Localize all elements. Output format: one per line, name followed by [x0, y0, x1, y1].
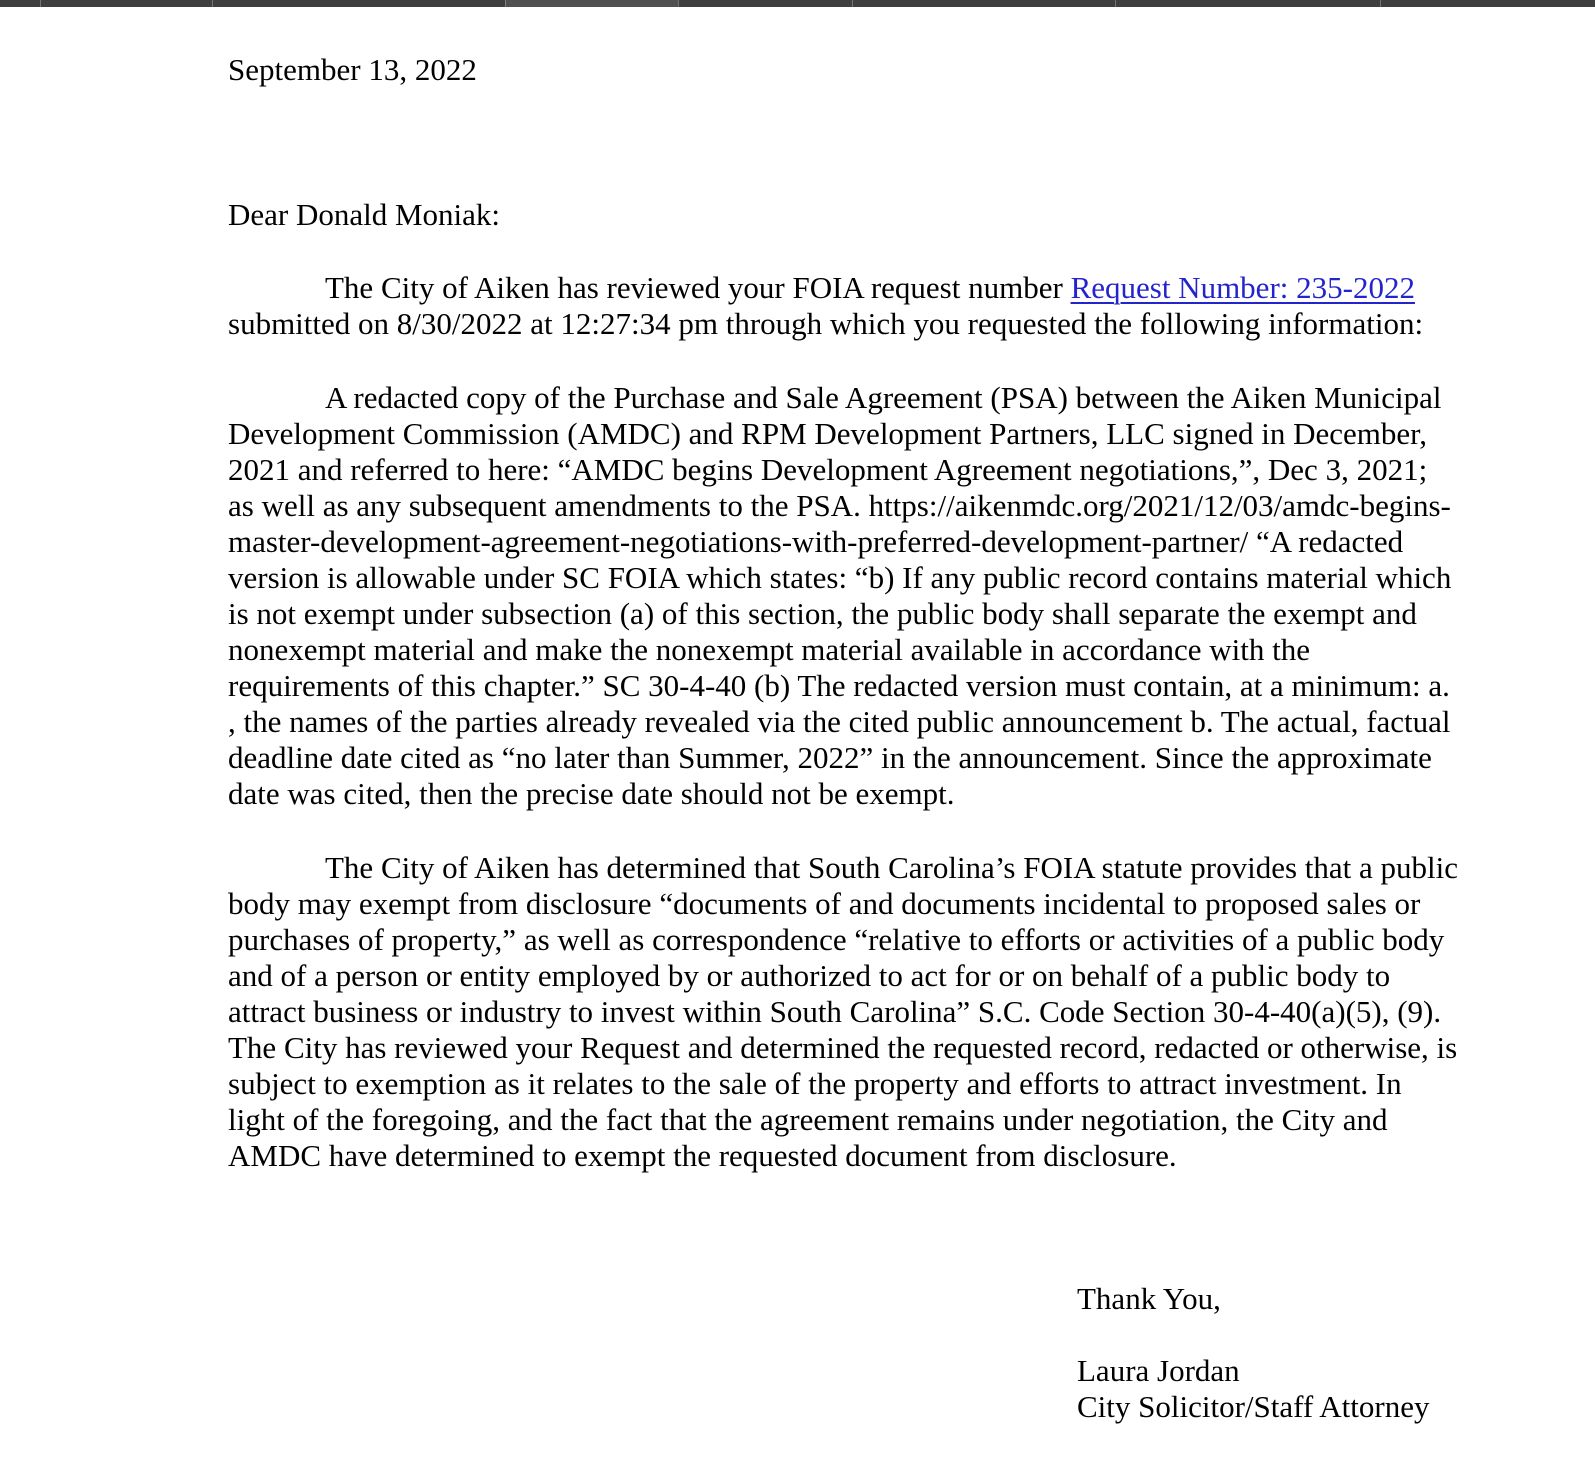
letter-date: September 13, 2022: [228, 52, 477, 87]
body-line: The City has reviewed your Request and determined the requested record, redacted or otherwise, is: [228, 1030, 1458, 1065]
body-line: version is allowable under SC FOIA which states: “b) If any public record contains material which: [228, 560, 1452, 595]
body-line: is not exempt under subsection (a) of this section, the public body shall separate the exempt and: [228, 596, 1417, 631]
paragraph-request-description: [228, 380, 1451, 812]
request-number-link[interactable]: Request Number: 235-2022: [1070, 270, 1415, 305]
body-line: 2021 and referred to here: “AMDC begins Development Agreement negotiations,”, Dec 3, 2021;: [228, 452, 1428, 487]
body-line: purchases of property,” as well as correspondence “relative to efforts or activities of a public body: [228, 922, 1445, 957]
closing-thanks: Thank You,: [1077, 1281, 1221, 1316]
closing-block: [1077, 1281, 1429, 1425]
body-line: submitted on 8/30/2022 at 12:27:34 pm through which you requested the following information:: [228, 306, 1424, 341]
body-line: AMDC have determined to exempt the requested document from disclosure.: [228, 1138, 1177, 1173]
spacer: [1077, 1317, 1429, 1353]
body-line: nonexempt material and make the nonexempt material available in accordance with the: [228, 632, 1310, 667]
body-line: [228, 270, 1423, 306]
body-line: subject to exemption as it relates to the sale of the property and efforts to attract investment. In: [228, 1066, 1402, 1101]
body-line: deadline date cited as “no later than Summer, 2022” in the announcement. Since the approximate: [228, 740, 1432, 775]
body-line: master-development-agreement-negotiations-with-preferred-development-partner/ “A redacted: [228, 524, 1404, 559]
salutation: Dear Donald Moniak:: [228, 197, 501, 232]
body-line: as well as any subsequent amendments to the PSA. https://aikenmdc.org/2021/12/03/amdc-begins-: [228, 488, 1451, 523]
body-line: A redacted copy of the Purchase and Sale Agreement (PSA) between the Aiken Municipal: [325, 380, 1442, 415]
body-line: Development Commission (AMDC) and RPM Development Partners, LLC signed in December,: [228, 416, 1427, 451]
body-line: body may exempt from disclosure “documents of and documents incidental to proposed sales or: [228, 886, 1421, 921]
body-line: attract business or industry to invest within South Carolina” S.C. Code Section 30-4-40(a)(5), (9).: [228, 994, 1442, 1029]
body-line: , the names of the parties already revealed via the cited public announcement b. The actual, factual: [228, 704, 1451, 739]
signature-name: Laura Jordan: [1077, 1353, 1240, 1388]
body-line: requirements of this chapter.” SC 30-4-40 (b) The redacted version must contain, at a minimum: a.: [228, 668, 1450, 703]
body-line: light of the foregoing, and the fact that the agreement remains under negotiation, the City and: [228, 1102, 1388, 1137]
paragraph-determination: [228, 850, 1458, 1174]
paragraph-intro: [228, 270, 1423, 342]
body-line: date was cited, then the precise date should not be exempt.: [228, 776, 955, 811]
signature-title: City Solicitor/Staff Attorney: [1077, 1389, 1430, 1424]
body-line: and of a person or entity employed by or authorized to act for or on behalf of a public body to: [228, 958, 1391, 993]
body-line: The City of Aiken has determined that South Carolina’s FOIA statute provides that a public: [325, 850, 1459, 885]
intro-text: The City of Aiken has reviewed your FOIA request number: [325, 270, 1071, 305]
